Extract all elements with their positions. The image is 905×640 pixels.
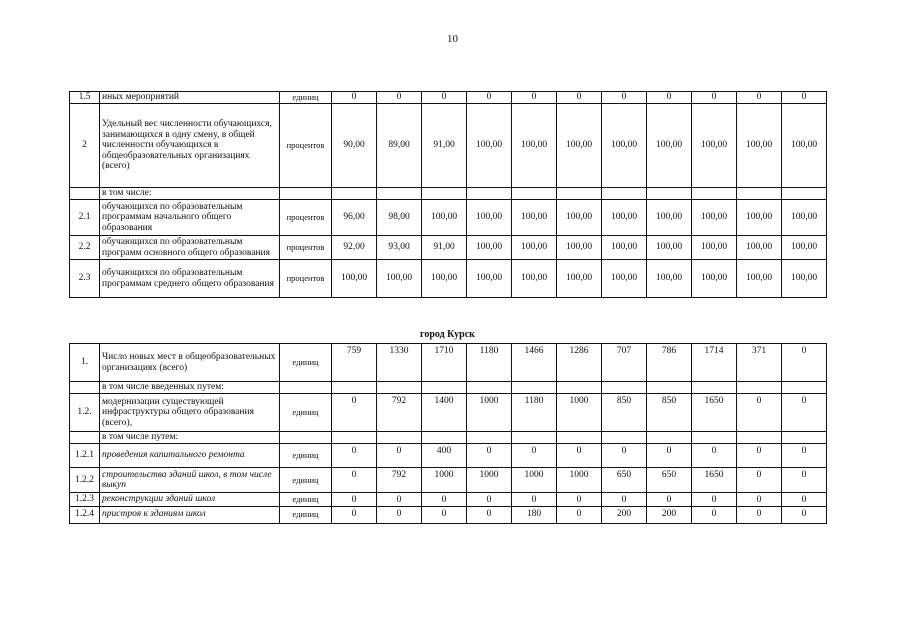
value-cell: 100,00 xyxy=(602,260,647,298)
value-cell: 91,00 xyxy=(422,104,467,188)
value-cell xyxy=(557,432,602,444)
value-cell: 100,00 xyxy=(332,260,377,298)
value-cell: 100,00 xyxy=(422,260,467,298)
row-unit xyxy=(280,432,332,444)
value-cell: 0 xyxy=(737,506,782,523)
row-description: Число новых мест в общеобразовательных организациях (всего) xyxy=(100,344,280,382)
value-cell: 400 xyxy=(422,444,467,468)
value-cell xyxy=(602,382,647,394)
row-unit: единиц xyxy=(280,493,332,507)
value-cell: 0 xyxy=(782,344,827,382)
value-cell: 100,00 xyxy=(377,260,422,298)
value-cell: 0 xyxy=(467,92,512,104)
value-cell: 0 xyxy=(737,394,782,432)
value-cell: 850 xyxy=(602,394,647,432)
row-number xyxy=(70,188,100,200)
value-cell xyxy=(332,382,377,394)
value-cell: 100,00 xyxy=(512,200,557,236)
row-description: в том числе путем: xyxy=(100,432,280,444)
value-cell: 100,00 xyxy=(647,236,692,260)
value-cell: 92,00 xyxy=(332,236,377,260)
indicators-table-top xyxy=(69,91,827,298)
value-cell: 100,00 xyxy=(647,200,692,236)
value-cell: 96,00 xyxy=(332,200,377,236)
value-cell: 0 xyxy=(512,493,557,507)
value-cell: 0 xyxy=(737,468,782,493)
value-cell: 0 xyxy=(377,506,422,523)
value-cell: 792 xyxy=(377,394,422,432)
value-cell: 98,00 xyxy=(377,200,422,236)
value-cell: 100,00 xyxy=(422,200,467,236)
row-number: 2.3 xyxy=(70,260,100,298)
value-cell: 0 xyxy=(647,92,692,104)
table-row xyxy=(70,260,827,298)
row-description: иных мероприятий xyxy=(100,92,280,104)
value-cell xyxy=(737,188,782,200)
value-cell: 100,00 xyxy=(602,104,647,188)
value-cell xyxy=(782,382,827,394)
value-cell: 100,00 xyxy=(512,260,557,298)
value-cell: 100,00 xyxy=(557,236,602,260)
row-number: 2.1 xyxy=(70,200,100,236)
row-unit: процентов xyxy=(280,104,332,188)
value-cell: 0 xyxy=(692,506,737,523)
value-cell: 100,00 xyxy=(512,104,557,188)
value-cell: 759 xyxy=(332,344,377,382)
value-cell: 0 xyxy=(692,92,737,104)
row-unit: единиц xyxy=(280,344,332,382)
value-cell xyxy=(692,382,737,394)
value-cell: 100,00 xyxy=(467,200,512,236)
row-number: 2.2 xyxy=(70,236,100,260)
value-cell: 0 xyxy=(782,493,827,507)
value-cell: 100,00 xyxy=(467,236,512,260)
value-cell: 100,00 xyxy=(647,260,692,298)
value-cell: 90,00 xyxy=(332,104,377,188)
value-cell: 100,00 xyxy=(692,260,737,298)
value-cell: 1000 xyxy=(557,394,602,432)
value-cell: 100,00 xyxy=(467,260,512,298)
value-cell: 0 xyxy=(647,444,692,468)
value-cell: 100,00 xyxy=(557,104,602,188)
row-description: Удельный вес численности обучающихся, занимающихся в одну смену, в общей численности обучающихся в общеобразовательных организациях (всего) xyxy=(100,104,280,188)
table-row xyxy=(70,200,827,236)
value-cell: 650 xyxy=(647,468,692,493)
value-cell: 100,00 xyxy=(692,236,737,260)
row-number: 2 xyxy=(70,104,100,188)
value-cell xyxy=(737,382,782,394)
value-cell: 1710 xyxy=(422,344,467,382)
row-description: обучающихся по образовательным программам начального общего образования xyxy=(100,200,280,236)
row-unit: процентов xyxy=(280,200,332,236)
row-unit: единиц xyxy=(280,468,332,493)
value-cell: 0 xyxy=(782,506,827,523)
value-cell: 0 xyxy=(782,444,827,468)
value-cell: 0 xyxy=(557,493,602,507)
row-unit: процентов xyxy=(280,260,332,298)
value-cell: 93,00 xyxy=(377,236,422,260)
value-cell xyxy=(602,188,647,200)
value-cell: 0 xyxy=(602,493,647,507)
value-cell: 91,00 xyxy=(422,236,467,260)
value-cell xyxy=(467,432,512,444)
value-cell: 0 xyxy=(737,92,782,104)
value-cell: 0 xyxy=(332,92,377,104)
value-cell: 100,00 xyxy=(467,104,512,188)
table-row xyxy=(70,432,827,444)
value-cell: 1400 xyxy=(422,394,467,432)
value-cell: 180 xyxy=(512,506,557,523)
value-cell: 0 xyxy=(377,444,422,468)
row-unit: единиц xyxy=(280,92,332,104)
value-cell: 100,00 xyxy=(782,260,827,298)
row-unit: единиц xyxy=(280,506,332,523)
row-description: модернизации существующей инфраструктуры общего образования (всего), xyxy=(100,394,280,432)
value-cell: 0 xyxy=(467,506,512,523)
row-description: проведения капитального ремонта xyxy=(100,444,280,468)
value-cell: 0 xyxy=(782,92,827,104)
value-cell: 0 xyxy=(557,444,602,468)
value-cell: 89,00 xyxy=(377,104,422,188)
value-cell: 100,00 xyxy=(782,200,827,236)
value-cell xyxy=(467,188,512,200)
value-cell: 792 xyxy=(377,468,422,493)
row-description: в том числе: xyxy=(100,188,280,200)
value-cell: 0 xyxy=(602,444,647,468)
value-cell: 707 xyxy=(602,344,647,382)
value-cell: 0 xyxy=(512,444,557,468)
value-cell: 100,00 xyxy=(557,260,602,298)
value-cell xyxy=(782,188,827,200)
row-number: 1.5 xyxy=(70,92,100,104)
value-cell: 0 xyxy=(512,92,557,104)
value-cell: 1330 xyxy=(377,344,422,382)
row-description: обучающихся по образовательным программам среднего общего образования xyxy=(100,260,280,298)
value-cell: 1714 xyxy=(692,344,737,382)
value-cell: 0 xyxy=(602,92,647,104)
value-cell: 1000 xyxy=(557,468,602,493)
value-cell: 786 xyxy=(647,344,692,382)
value-cell: 100,00 xyxy=(602,236,647,260)
value-cell xyxy=(377,382,422,394)
value-cell: 1180 xyxy=(467,344,512,382)
table-row xyxy=(70,188,827,200)
value-cell xyxy=(557,382,602,394)
value-cell xyxy=(332,432,377,444)
value-cell: 650 xyxy=(602,468,647,493)
value-cell: 100,00 xyxy=(647,104,692,188)
value-cell: 100,00 xyxy=(737,260,782,298)
value-cell: 850 xyxy=(647,394,692,432)
value-cell: 100,00 xyxy=(782,236,827,260)
value-cell: 0 xyxy=(692,493,737,507)
value-cell: 100,00 xyxy=(557,200,602,236)
value-cell: 0 xyxy=(782,394,827,432)
value-cell: 0 xyxy=(647,493,692,507)
row-description: реконструкции зданий школ xyxy=(100,493,280,507)
value-cell: 0 xyxy=(467,444,512,468)
row-number: 1. xyxy=(70,344,100,382)
value-cell xyxy=(377,188,422,200)
value-cell: 0 xyxy=(557,92,602,104)
value-cell xyxy=(512,432,557,444)
value-cell xyxy=(647,432,692,444)
row-unit: единиц xyxy=(280,444,332,468)
value-cell: 0 xyxy=(332,444,377,468)
row-number: 1.2.2 xyxy=(70,468,100,493)
value-cell xyxy=(332,188,377,200)
value-cell: 100,00 xyxy=(737,200,782,236)
table-row xyxy=(70,382,827,394)
value-cell: 0 xyxy=(422,92,467,104)
table-row xyxy=(70,104,827,188)
section-title: город Курск xyxy=(420,329,475,340)
value-cell: 0 xyxy=(332,506,377,523)
table-row xyxy=(70,236,827,260)
table-row xyxy=(70,344,827,382)
value-cell xyxy=(512,188,557,200)
table-row xyxy=(70,394,827,432)
value-cell: 0 xyxy=(467,493,512,507)
row-unit: единиц xyxy=(280,394,332,432)
row-number xyxy=(70,382,100,394)
value-cell xyxy=(422,188,467,200)
row-unit xyxy=(280,188,332,200)
value-cell: 1650 xyxy=(692,394,737,432)
value-cell: 100,00 xyxy=(602,200,647,236)
value-cell: 0 xyxy=(737,493,782,507)
row-number xyxy=(70,432,100,444)
table-row xyxy=(70,493,827,507)
table-row xyxy=(70,92,827,104)
value-cell xyxy=(422,382,467,394)
value-cell: 0 xyxy=(422,506,467,523)
value-cell xyxy=(647,188,692,200)
value-cell xyxy=(557,188,602,200)
row-unit: процентов xyxy=(280,236,332,260)
value-cell: 1180 xyxy=(512,394,557,432)
value-cell xyxy=(692,432,737,444)
table-row xyxy=(70,468,827,493)
row-number: 1.2.4 xyxy=(70,506,100,523)
value-cell xyxy=(647,382,692,394)
value-cell xyxy=(422,432,467,444)
value-cell: 0 xyxy=(377,493,422,507)
value-cell: 1286 xyxy=(557,344,602,382)
table-row xyxy=(70,506,827,523)
value-cell: 0 xyxy=(332,394,377,432)
indicators-table-bottom xyxy=(69,343,827,524)
row-number: 1.2. xyxy=(70,394,100,432)
value-cell: 0 xyxy=(332,468,377,493)
value-cell: 100,00 xyxy=(737,236,782,260)
value-cell: 0 xyxy=(692,444,737,468)
value-cell: 0 xyxy=(737,444,782,468)
row-description: пристроя к зданиям школ xyxy=(100,506,280,523)
row-number: 1.2.1 xyxy=(70,444,100,468)
value-cell: 200 xyxy=(647,506,692,523)
value-cell xyxy=(692,188,737,200)
value-cell xyxy=(467,382,512,394)
value-cell: 1000 xyxy=(467,394,512,432)
value-cell: 0 xyxy=(377,92,422,104)
row-description: строительства зданий школ, в том числе выкуп xyxy=(100,468,280,493)
value-cell: 100,00 xyxy=(737,104,782,188)
row-description: обучающихся по образовательным программ основного общего образования xyxy=(100,236,280,260)
value-cell: 0 xyxy=(332,493,377,507)
value-cell xyxy=(377,432,422,444)
value-cell: 1000 xyxy=(512,468,557,493)
value-cell: 1000 xyxy=(467,468,512,493)
row-number: 1.2.3 xyxy=(70,493,100,507)
value-cell: 0 xyxy=(557,506,602,523)
value-cell: 100,00 xyxy=(692,200,737,236)
value-cell: 0 xyxy=(782,468,827,493)
value-cell: 100,00 xyxy=(782,104,827,188)
page-number: 10 xyxy=(447,33,458,45)
value-cell: 100,00 xyxy=(692,104,737,188)
value-cell: 200 xyxy=(602,506,647,523)
value-cell xyxy=(512,382,557,394)
value-cell xyxy=(782,432,827,444)
table-row xyxy=(70,444,827,468)
value-cell xyxy=(737,432,782,444)
row-description: в том числе введенных путем: xyxy=(100,382,280,394)
value-cell: 1650 xyxy=(692,468,737,493)
value-cell: 0 xyxy=(422,493,467,507)
value-cell: 1466 xyxy=(512,344,557,382)
value-cell: 1000 xyxy=(422,468,467,493)
row-unit xyxy=(280,382,332,394)
value-cell xyxy=(602,432,647,444)
value-cell: 100,00 xyxy=(512,236,557,260)
value-cell: 371 xyxy=(737,344,782,382)
